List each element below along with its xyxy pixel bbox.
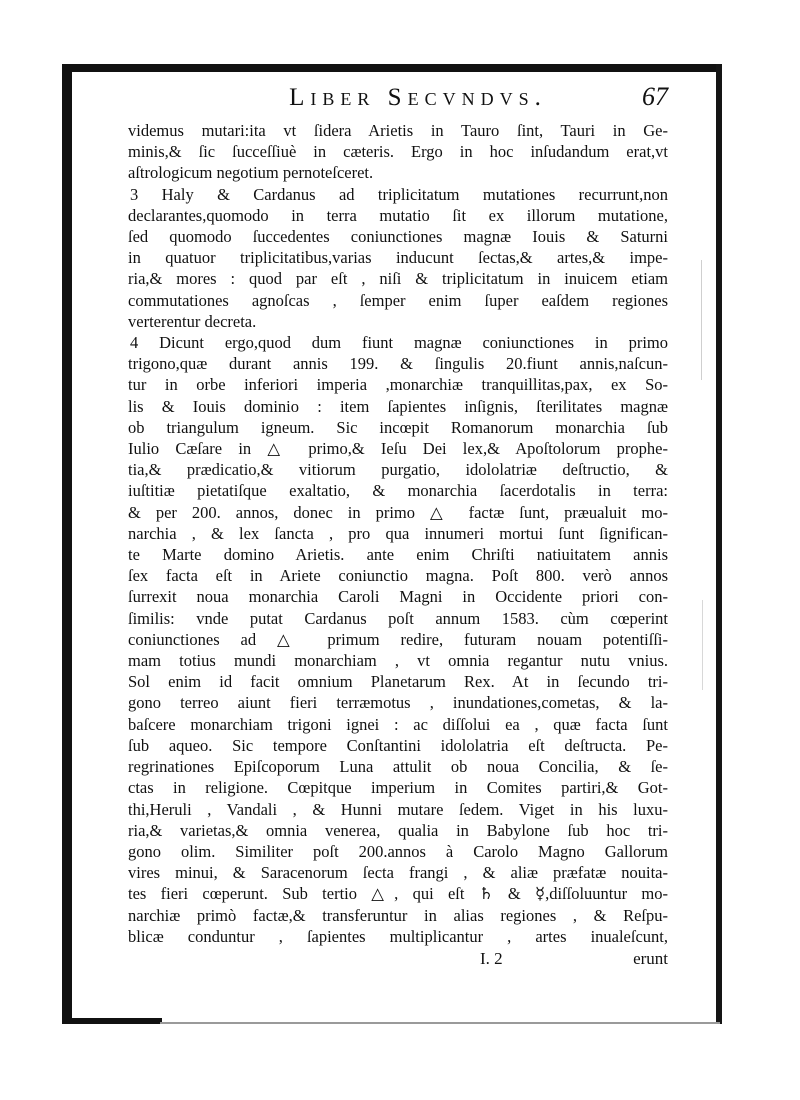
text-line: & per 200. annos, donec in primo △ factæ ſunt, præualuit mo- [128, 502, 668, 522]
scan-edge-right [716, 64, 722, 1024]
text-line: ſex facta eſt in Ariete coniunctio magna. Poſt 800. verò annos [128, 566, 668, 586]
text-line: narchiæ primò factæ,& transferuntur in alias regiones , & Reſpu- [128, 905, 668, 925]
text-line: ctas in religione. Cœpitque imperium in Comites partiri,& Got- [128, 778, 668, 798]
text-line: Iulio Cæſare in △ primo,& Ieſu Dei lex,& Apoſtolorum prophe- [128, 439, 668, 459]
text-line: ſub aqueo. Sic tempore Conſtantini idololatria eſt deſtructa. Pe- [128, 735, 668, 755]
text-line: baſcere monarchiam trigoni ignei : ac diſſolui ea , quæ facta ſunt [128, 714, 668, 734]
text-line: verterentur decreta. [128, 311, 257, 331]
text-line: ſurrexit noua monarchia Caroli Magni in Occidente priori con- [128, 587, 668, 607]
text-line: ſimilis: vnde putat Cardanus poſt annum 1583. cùm cœperint [128, 608, 668, 628]
running-head [128, 84, 668, 118]
text-line: ria,& mores : quod par eſt , niſi & triplicitatum in inuicem etiam [128, 269, 668, 289]
margin-mark [702, 600, 703, 690]
text-line: ob triangulum igneum. Sic incœpit Romanorum monarchia ſub [128, 417, 668, 437]
text-line: tur in orbe inferiori imperia ,monarchiæ tranquillitas,pax, ex So- [128, 375, 668, 395]
text-line: regrinationes Epiſcoporum Luna attulit ob noua Concilia, & ſe- [128, 757, 668, 777]
book-page [128, 84, 668, 973]
signature-mark: I. 2 [480, 948, 503, 968]
text-line: tes fieri cœperunt. Sub tertio △, qui eſt ♄ & ☿,diſſoluuntur mo- [128, 884, 668, 904]
text-line: Sol enim id facit omnium Planetarum Rex. At in ſecundo tri- [128, 672, 668, 692]
text-line: vires minui, & Saracenorum ſecta frangi , & aliæ præfatæ nouita- [128, 863, 668, 883]
text-line: blicæ conduntur , ſapientes multiplicantur , artes inualeſcunt, [128, 926, 668, 946]
text-line: 3 Haly & Cardanus ad triplicitatum mutationes recurrunt,non [130, 184, 668, 204]
scan-edge-top [62, 64, 722, 72]
text-line: tia,& prædicatio,& vitiorum purgatio, idololatriæ deſtructio, & [128, 460, 668, 480]
text-line: 4 Dicunt ergo,quod dum fiunt magnæ coniunctiones in primo [130, 333, 668, 353]
text-line: mam totius mundi monarchiam , vt omnia regantur nutu vnius. [128, 651, 668, 671]
text-line: ſed quomodo ſuccedentes coniunctiones magnæ Iouis & Saturni [128, 227, 668, 247]
text-line: coniunctiones ad △ primum redire, futuram nouam potentiſſi- [128, 629, 668, 649]
text-line: lis & Iouis dominio : item ſapientes inſignis, ſterilitates magnæ [128, 396, 668, 416]
page-footer [128, 949, 668, 973]
text-line: gono terreo aiunt fieri terræmotus , inundationes,cometas, & la- [128, 693, 668, 713]
margin-mark [701, 260, 702, 380]
text-line: aſtrologicum negotium pernoteſceret. [128, 163, 374, 183]
text-line: thi,Heruli , Vandali , & Hunni mutare ſedem. Viget in his luxu- [128, 799, 668, 819]
catchword: erunt [633, 948, 668, 968]
text-line: narchia , & lex ſancta , pro qua innumeri mortui ſunt ſignifican- [128, 523, 668, 543]
scan-edge-left [62, 64, 72, 1024]
text-line: declarantes,quomodo in terra mutatio ſit ex illorum mutatione, [128, 205, 668, 225]
text-line: in quatuor triplicitatibus,varias inducunt ſectas,& artes,& impe- [128, 248, 668, 268]
page-number: 67 [642, 82, 668, 111]
text-line: trigono,quæ durant annis 199. & ſingulis 20.fiunt annis,naſcun- [128, 354, 668, 374]
scan-edge-bottom [62, 1018, 162, 1024]
text-line: gono olim. Similiter poſt 200.annos à Carolo Magno Gallorum [128, 841, 668, 861]
text-line: minis,& ſic ſucceſſiuè in cæteris. Ergo in hoc inſudandum erat,vt [128, 142, 668, 162]
text-line: iuſtitiæ pietatiſque exaltatio, & monarchia ſacerdotalis in terra: [128, 481, 668, 501]
text-line: commutationes agnoſcas , ſemper enim ſuper eaſdem regiones [128, 290, 668, 310]
running-title: Liber Secvndvs. [289, 84, 547, 111]
text-line: te Marte domino Arietis. ante enim Chriſti natiuitatem annis [128, 545, 668, 565]
text-line: ria,& varietas,& omnia venerea, qualia in Babylone ſub hoc tri- [128, 820, 668, 840]
body-text [128, 120, 668, 947]
scan-edge-bottom-faint [160, 1022, 720, 1024]
text-line: videmus mutari:ita vt ſidera Arietis in Tauro ſint, Tauri in Ge- [128, 121, 668, 140]
